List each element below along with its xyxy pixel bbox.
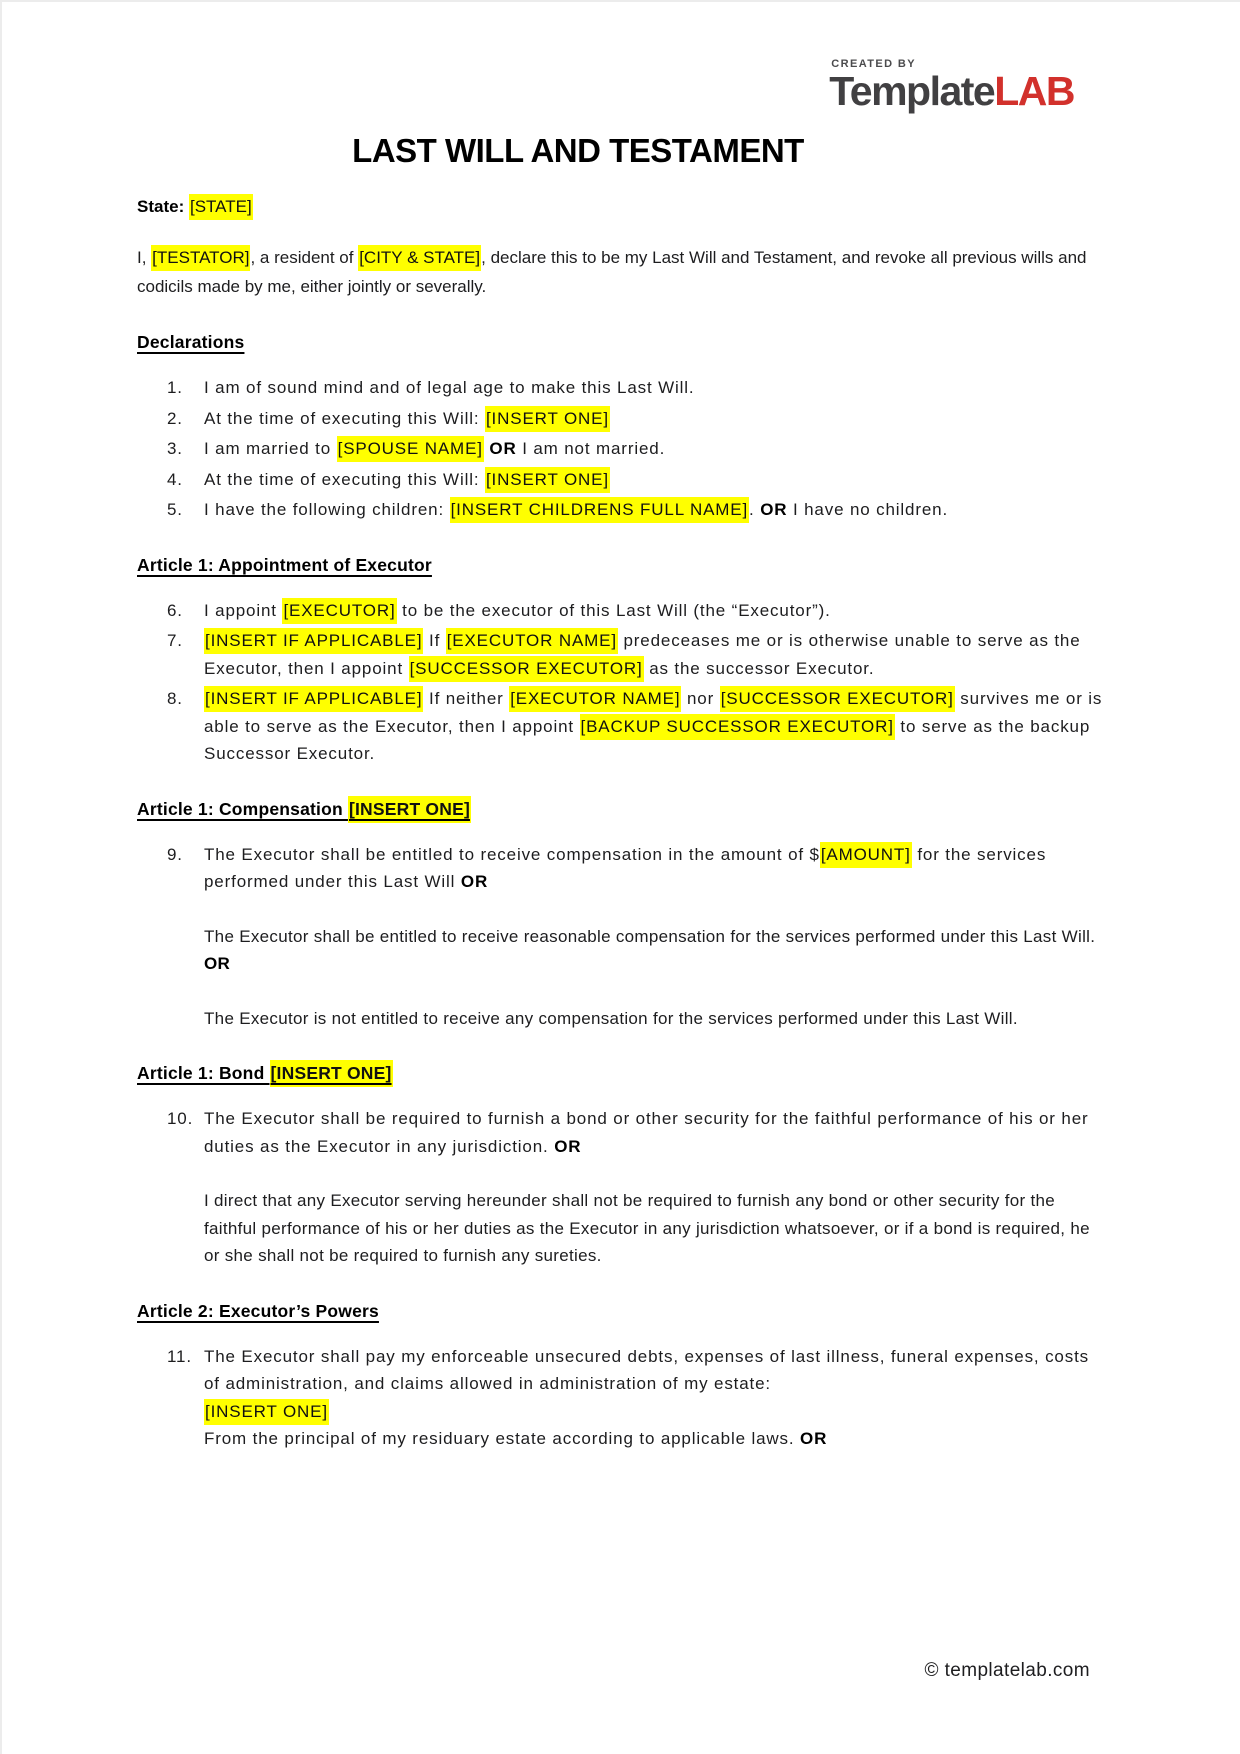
text-run: predeceases me or is otherwise unable to serve as the Executor, then I appoint [204, 631, 1081, 678]
text-run: The Executor shall be entitled to receive reasonable compensation for the services performed under this Last Will. [204, 926, 1096, 946]
text-run: At the time of executing this Will: [204, 469, 485, 489]
placeholder-highlight: [BACKUP SUCCESSOR EXECUTOR] [580, 714, 895, 740]
text-run: The Executor shall be entitled to receive compensation in the amount of $ [204, 844, 820, 864]
text-run: If [423, 631, 446, 650]
text-run: I am not married. [516, 439, 666, 458]
text-run: survives me or is able to serve as the Executor, then I appoint [204, 689, 1103, 736]
text-run: Declarations [137, 332, 245, 352]
placeholder-highlight: [EXECUTOR] [282, 598, 396, 624]
list-number: 2. [167, 408, 183, 428]
list-item-text [204, 1105, 1106, 1160]
executor-item-6 [137, 597, 1106, 625]
list-number: 10. [167, 1109, 194, 1128]
text-run: I have the following children: [204, 500, 450, 519]
list-item-text [204, 685, 1106, 768]
text-run: . [749, 500, 761, 519]
placeholder-highlight: [CITY & STATE] [358, 245, 481, 271]
list-item-text [204, 496, 1106, 524]
text-run: Article 2: Executor’s Powers [137, 1300, 379, 1321]
created-by-label: CREATED BY [831, 58, 916, 70]
placeholder-highlight: [INSERT ONE] [270, 1060, 393, 1087]
document-body [2, 192, 1240, 1453]
powers-item-11 [137, 1343, 1106, 1453]
list-item-text [204, 466, 1106, 494]
declaration-item-1 [137, 374, 1106, 402]
article-1-compensation-heading [137, 799, 1106, 820]
list-number: 9. [167, 844, 183, 864]
text-run: , declare this to be my Last Will and Testament, and revoke all previous wills and codicils made by me, either jointly or severally. [137, 248, 1087, 296]
text-run: Article 1: Bond [137, 1063, 270, 1083]
page-title: LAST WILL AND TESTAMENT [352, 132, 804, 169]
bond-item-10 [137, 1105, 1106, 1160]
list-item-text [204, 435, 1106, 463]
placeholder-highlight: [AMOUNT] [820, 842, 912, 868]
list-item-text [204, 405, 1106, 433]
executor-item-8 [137, 685, 1106, 768]
placeholder-highlight: [INSERT ONE] [348, 796, 471, 823]
list-number: 5. [167, 500, 183, 519]
text-run: to serve as the backup Successor Executor. [204, 716, 1091, 763]
list-item-text [204, 374, 1106, 402]
list-number: 11. [167, 1346, 192, 1366]
list-number: 3. [167, 439, 183, 458]
article-2-powers-heading [137, 1301, 1106, 1322]
placeholder-highlight: [INSERT ONE] [485, 467, 610, 493]
placeholder-highlight: [EXECUTOR NAME] [509, 686, 681, 712]
list-number: 8. [167, 689, 183, 708]
placeholder-highlight: [INSERT ONE] [485, 406, 610, 432]
brand-name-primary: Template [829, 68, 995, 114]
list-item-text [204, 597, 1106, 625]
declaration-item-5 [137, 496, 1106, 524]
intro-paragraph [137, 243, 1106, 301]
placeholder-highlight: [EXECUTOR NAME] [446, 628, 618, 654]
declaration-item-3 [137, 435, 1106, 463]
templatelab-logo [829, 58, 1074, 112]
text-run: nor [681, 689, 720, 708]
list-number: 7. [167, 631, 183, 650]
compensation-option-3 [204, 1005, 1106, 1033]
bold-text: OR [204, 954, 231, 973]
bold-text: OR [489, 439, 517, 458]
text-run: , a resident of [250, 248, 359, 267]
compensation-item-9 [137, 841, 1106, 896]
declaration-item-4 [137, 466, 1106, 494]
bold-text: OR [554, 1136, 582, 1156]
text-run: At the time of executing this Will: [204, 408, 485, 428]
declaration-item-2 [137, 405, 1106, 433]
list-number: 4. [167, 469, 183, 489]
text-run: The Executor shall be required to furnish a bond or other security for the faithful performance of his or her duties as the Executor in any jurisdiction. [204, 1109, 1089, 1156]
list-number: 1. [167, 378, 183, 397]
list-item-text [204, 841, 1106, 896]
text-run: I appoint [204, 600, 283, 620]
placeholder-highlight: [INSERT ONE] [204, 1399, 329, 1425]
text-run: to be the executor of this Last Will (the “Executor”). [396, 600, 831, 620]
text-run: Article 1: Compensation [137, 798, 348, 819]
text-run: I, [137, 248, 152, 267]
placeholder-highlight: [INSERT IF APPLICABLE] [204, 628, 423, 654]
placeholder-highlight: [TESTATOR] [151, 245, 250, 271]
text-run: The Executor is not entitled to receive any compensation for the services performed under this Last Will. [204, 1008, 1018, 1028]
brand-wordmark [829, 68, 1074, 114]
text-run: If neither [423, 689, 510, 708]
text-run: The Executor shall pay my enforceable unsecured debts, expenses of last illness, funeral expenses, costs of administration, and claims allowed in administration of my estate: [204, 1346, 1090, 1393]
compensation-option-2 [204, 923, 1106, 978]
text-run: as the successor Executor. [643, 658, 875, 678]
placeholder-highlight: [SUCCESSOR EXECUTOR] [409, 656, 644, 682]
text-run: Article 1: Appointment of Executor [137, 554, 432, 575]
text-run: I am of sound mind and of legal age to make this Last Will. [204, 378, 695, 397]
article-1-appointment-heading [137, 555, 1106, 576]
placeholder-highlight: [STATE] [189, 194, 253, 220]
list-item-text [204, 1343, 1106, 1453]
bold-text: OR [800, 1429, 828, 1448]
bold-text: OR [460, 872, 489, 891]
brand-name-accent: LAB [994, 68, 1074, 114]
text-run: I have no children. [787, 500, 949, 519]
footer-copyright: © templatelab.com [924, 1660, 1090, 1681]
placeholder-highlight: [SPOUSE NAME] [337, 436, 484, 462]
text-run: for the services performed under this Last Will [204, 844, 1047, 891]
text-run: I direct that any Executor serving hereunder shall not be required to furnish any bond or other security for the faithful performance of his or her duties as the Executor in any jurisdiction whatsoever, or if a bond is required, he or she shall not be required to furnish any sureties. [204, 1191, 1090, 1265]
state-line [137, 192, 1106, 221]
bold-text: OR [760, 500, 788, 519]
bond-option-2 [204, 1187, 1106, 1270]
text-run: From the principal of my residuary estate according to applicable laws. [204, 1429, 801, 1448]
text-run: I am married to [204, 439, 337, 458]
placeholder-highlight: [SUCCESSOR EXECUTOR] [720, 686, 955, 712]
bold-text: State: [137, 197, 189, 216]
list-number: 6. [167, 600, 183, 620]
placeholder-highlight: [INSERT IF APPLICABLE] [204, 686, 423, 712]
article-1-bond-heading [137, 1063, 1106, 1084]
declarations-heading [137, 332, 1106, 353]
placeholder-highlight: [INSERT CHILDRENS FULL NAME] [450, 497, 749, 523]
executor-item-7 [137, 627, 1106, 682]
list-item-text [204, 627, 1106, 682]
